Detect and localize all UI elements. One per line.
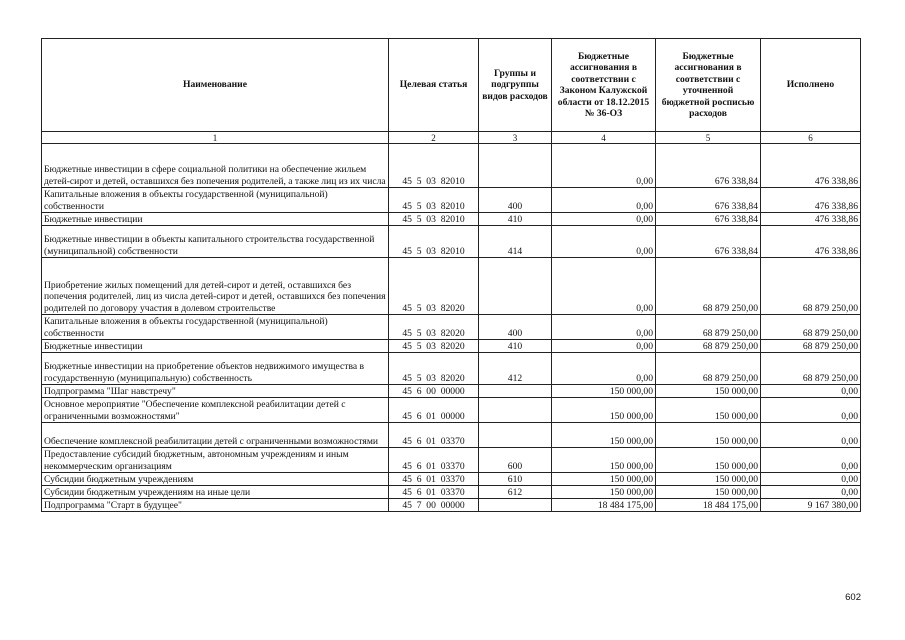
- colnum: 4: [552, 132, 656, 144]
- header-name: Наименование: [42, 39, 389, 132]
- row-refined-amount: 676 338,84: [656, 226, 761, 258]
- table-row: [42, 353, 861, 385]
- row-executed-amount: 476 338,86: [761, 188, 861, 213]
- row-law-amount: 150 000,00: [552, 473, 656, 486]
- row-name: Субсидии бюджетным учреждениям: [42, 473, 389, 486]
- row-group-code: 414: [479, 226, 552, 258]
- row-name: Подпрограмма "Шаг навстречу": [42, 385, 389, 398]
- table-row: [42, 385, 861, 398]
- row-executed-amount: 68 879 250,00: [761, 315, 861, 340]
- row-law-amount: 0,00: [552, 340, 656, 353]
- header-law: Бюджетные ассигнования в соответствии с Законом Калужской области от 18.12.2015 № 36-ОЗ: [552, 39, 656, 132]
- row-name: Основное мероприятие "Обеспечение комплексной реабилитации детей с ограниченными возможностями": [42, 398, 389, 423]
- budget-table: [41, 38, 861, 512]
- page-number: 602: [845, 592, 861, 603]
- row-group-code: 612: [479, 486, 552, 499]
- row-executed-amount: 68 879 250,00: [761, 258, 861, 315]
- row-law-amount: 0,00: [552, 213, 656, 226]
- header-groups: Группы и подгруппы видов расходов: [479, 39, 552, 132]
- row-target-code: 45 5 03 82020: [389, 258, 479, 315]
- row-refined-amount: 150 000,00: [656, 473, 761, 486]
- row-target-code: 45 5 03 82020: [389, 315, 479, 340]
- row-group-code: 410: [479, 340, 552, 353]
- row-target-code: 45 5 03 82020: [389, 340, 479, 353]
- row-executed-amount: 68 879 250,00: [761, 353, 861, 385]
- row-target-code: 45 6 01 03370: [389, 473, 479, 486]
- row-law-amount: 0,00: [552, 315, 656, 340]
- row-target-code: 45 5 03 82010: [389, 226, 479, 258]
- row-law-amount: 150 000,00: [552, 448, 656, 473]
- row-law-amount: 0,00: [552, 258, 656, 315]
- row-target-code: 45 6 01 03370: [389, 448, 479, 473]
- header-target: Целевая статья: [389, 39, 479, 132]
- row-target-code: 45 5 03 82010: [389, 144, 479, 188]
- colnum: 6: [761, 132, 861, 144]
- row-executed-amount: 0,00: [761, 473, 861, 486]
- table-row: [42, 398, 861, 423]
- row-group-code: 400: [479, 315, 552, 340]
- table-row: [42, 188, 861, 213]
- row-name: Бюджетные инвестиции: [42, 340, 389, 353]
- table-header-row: [42, 39, 861, 132]
- row-group-code: [479, 385, 552, 398]
- row-refined-amount: 150 000,00: [656, 398, 761, 423]
- row-target-code: 45 5 03 82020: [389, 353, 479, 385]
- row-name: Обеспечение комплексной реабилитации детей с ограниченными возможностями: [42, 423, 389, 448]
- row-law-amount: 0,00: [552, 144, 656, 188]
- row-group-code: 400: [479, 188, 552, 213]
- row-target-code: 45 6 01 03370: [389, 423, 479, 448]
- row-refined-amount: 68 879 250,00: [656, 315, 761, 340]
- row-refined-amount: 150 000,00: [656, 486, 761, 499]
- row-executed-amount: 476 338,86: [761, 144, 861, 188]
- row-executed-amount: 0,00: [761, 448, 861, 473]
- row-law-amount: 0,00: [552, 226, 656, 258]
- table-row: [42, 340, 861, 353]
- row-name: Бюджетные инвестиции: [42, 213, 389, 226]
- row-group-code: [479, 144, 552, 188]
- colnum: 3: [479, 132, 552, 144]
- row-name: Бюджетные инвестиции в объекты капитального строительства государственной (муниципальной) собственности: [42, 226, 389, 258]
- table-row: [42, 473, 861, 486]
- row-executed-amount: 0,00: [761, 398, 861, 423]
- row-name: Капитальные вложения в объекты государственной (муниципальной) собственности: [42, 188, 389, 213]
- table-row: [42, 213, 861, 226]
- row-refined-amount: 150 000,00: [656, 448, 761, 473]
- row-refined-amount: 68 879 250,00: [656, 258, 761, 315]
- row-target-code: 45 5 03 82010: [389, 188, 479, 213]
- colnum: 5: [656, 132, 761, 144]
- table-row: [42, 486, 861, 499]
- row-law-amount: 0,00: [552, 353, 656, 385]
- table-row: [42, 499, 861, 512]
- column-number-row: [42, 132, 861, 144]
- row-group-code: 412: [479, 353, 552, 385]
- row-target-code: 45 6 00 00000: [389, 385, 479, 398]
- row-group-code: 600: [479, 448, 552, 473]
- row-executed-amount: 0,00: [761, 385, 861, 398]
- row-group-code: 410: [479, 213, 552, 226]
- row-name: Подпрограмма "Старт в будущее": [42, 499, 389, 512]
- row-name: Предоставление субсидий бюджетным, автономным учреждениям и иным некоммерческим организациям: [42, 448, 389, 473]
- row-executed-amount: 476 338,86: [761, 226, 861, 258]
- row-target-code: 45 6 01 03370: [389, 486, 479, 499]
- table-row: [42, 144, 861, 188]
- row-group-code: [479, 499, 552, 512]
- row-executed-amount: 68 879 250,00: [761, 340, 861, 353]
- row-law-amount: 150 000,00: [552, 385, 656, 398]
- table-row: [42, 226, 861, 258]
- row-law-amount: 150 000,00: [552, 423, 656, 448]
- table-row: [42, 448, 861, 473]
- row-name: Бюджетные инвестиции в сфере социальной политики на обеспечение жильем детей-сирот и детей, оставшихся без попечения родителей, а также лиц из их числа: [42, 144, 389, 188]
- row-executed-amount: 476 338,86: [761, 213, 861, 226]
- table-row: [42, 315, 861, 340]
- row-executed-amount: 0,00: [761, 423, 861, 448]
- row-group-code: [479, 258, 552, 315]
- table-row: [42, 258, 861, 315]
- row-refined-amount: 150 000,00: [656, 385, 761, 398]
- row-refined-amount: 676 338,84: [656, 188, 761, 213]
- row-name: Капитальные вложения в объекты государственной (муниципальной) собственности: [42, 315, 389, 340]
- table-row: [42, 423, 861, 448]
- row-law-amount: 150 000,00: [552, 486, 656, 499]
- row-group-code: 610: [479, 473, 552, 486]
- header-done: Исполнено: [761, 39, 861, 132]
- row-law-amount: 150 000,00: [552, 398, 656, 423]
- row-name: Приобретение жилых помещений для детей-сирот и детей, оставшихся без попечения родителей, лиц из числа детей-сирот и детей, оставшихся без попечения родителей по договору участия в долевом строительстве: [42, 258, 389, 315]
- row-refined-amount: 150 000,00: [656, 423, 761, 448]
- row-name: Бюджетные инвестиции на приобретение объектов недвижимого имущества в государственную (муниципальную) собственность: [42, 353, 389, 385]
- row-refined-amount: 676 338,84: [656, 213, 761, 226]
- row-executed-amount: 0,00: [761, 486, 861, 499]
- row-refined-amount: 68 879 250,00: [656, 340, 761, 353]
- row-target-code: 45 7 00 00000: [389, 499, 479, 512]
- row-target-code: 45 5 03 82010: [389, 213, 479, 226]
- row-refined-amount: 18 484 175,00: [656, 499, 761, 512]
- row-name: Субсидии бюджетным учреждениям на иные цели: [42, 486, 389, 499]
- row-refined-amount: 68 879 250,00: [656, 353, 761, 385]
- row-law-amount: 18 484 175,00: [552, 499, 656, 512]
- row-target-code: 45 6 01 00000: [389, 398, 479, 423]
- header-refined: Бюджетные ассигнования в соответствии с уточненной бюджетной росписью расходов: [656, 39, 761, 132]
- row-law-amount: 0,00: [552, 188, 656, 213]
- row-refined-amount: 676 338,84: [656, 144, 761, 188]
- row-executed-amount: 9 167 380,00: [761, 499, 861, 512]
- colnum: 1: [42, 132, 389, 144]
- row-group-code: [479, 423, 552, 448]
- colnum: 2: [389, 132, 479, 144]
- row-group-code: [479, 398, 552, 423]
